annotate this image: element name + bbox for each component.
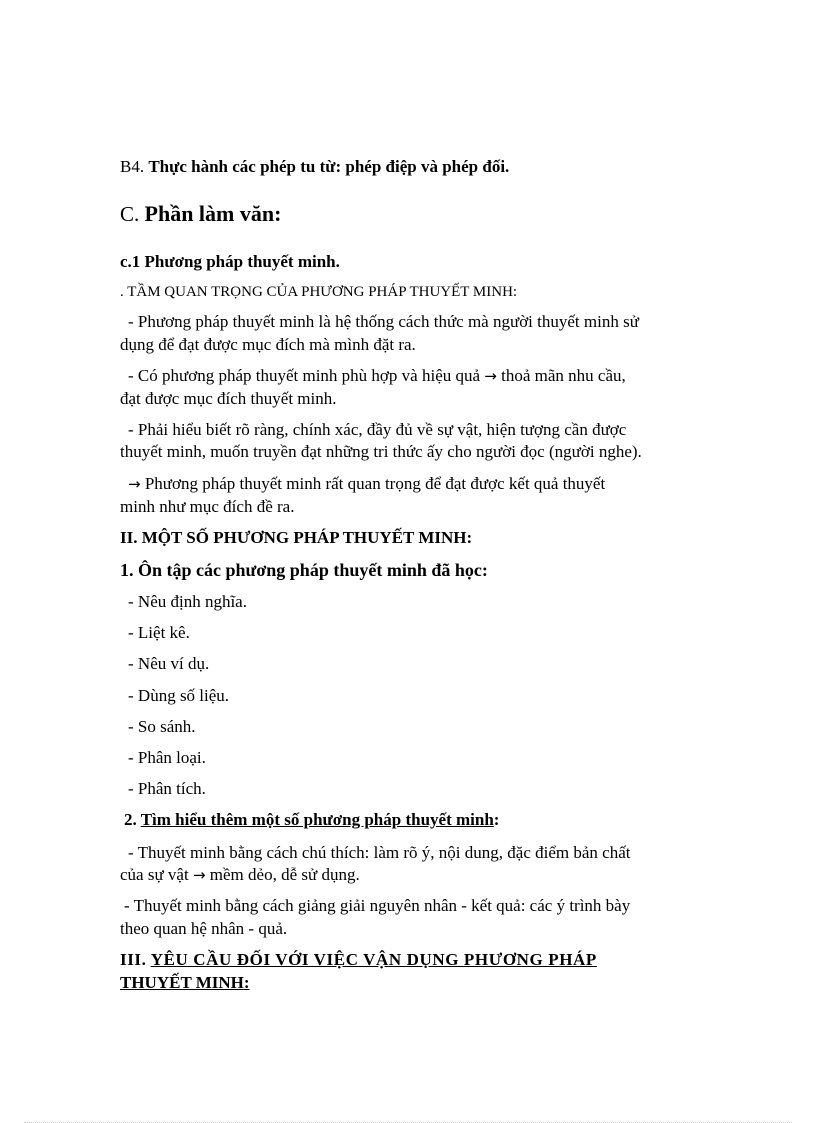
section3-colon: : [243, 973, 250, 992]
list-item: - So sánh. [128, 717, 196, 736]
p4-line2: minh như mục đích đề ra. [120, 497, 295, 516]
p5-text-b: mềm dẻo, dễ sử dụng. [205, 865, 360, 884]
part-c-title: Phần làm văn: [144, 201, 282, 226]
list-item: - Dùng số liệu. [128, 686, 230, 705]
arrow-icon: → [192, 866, 206, 884]
list-item: - Liệt kê. [128, 623, 190, 642]
p6-line2: theo quan hệ nhân - quả. [120, 919, 288, 938]
section3-number: III. [120, 950, 151, 969]
section2-title: II. MỘT SỐ PHƯƠNG PHÁP THUYẾT MINH: [120, 528, 473, 547]
list-item: - Phân loại. [128, 748, 206, 767]
arrow-icon: → [128, 475, 141, 493]
p1-line1: - Phương pháp thuyết minh là hệ thống cách thức mà người thuyết minh sử [128, 312, 639, 331]
section3-title-b: THUYẾT MINH [120, 973, 244, 992]
section3-title-line1 [120, 949, 697, 971]
p1-line2: dụng để đạt được mục đích mà mình đặt ra. [120, 335, 416, 354]
p5-line2 [120, 864, 697, 886]
p3-line2: thuyết minh, muốn truyền đạt những tri thức ấy cho người đọc (người nghe). [120, 442, 642, 461]
p5-line1: - Thuyết minh bằng cách chú thích: làm rõ ý, nội dung, đặc điểm bản chất [128, 843, 631, 862]
list-item: - Nêu định nghĩa. [128, 592, 247, 611]
list-item: - Nêu ví dụ. [128, 654, 210, 673]
sub2-colon: : [493, 810, 500, 829]
arrow-icon: → [484, 367, 497, 385]
p5-text-a: của sự vật [120, 865, 193, 884]
part-c-heading [120, 201, 697, 227]
p2-text-a: - Có phương pháp thuyết minh phù hợp và hiệu quả [128, 366, 485, 385]
c1-title: c.1 Phương pháp thuyết minh. [120, 252, 340, 271]
p3-line1: - Phải hiểu biết rõ ràng, chính xác, đầy đủ về sự vật, hiện tượng cần được [128, 420, 627, 439]
sub2-title: Tìm hiểu thêm một số phương pháp thuyết minh [140, 810, 494, 829]
p4-line1 [128, 473, 697, 495]
p6-line1: - Thuyết minh bằng cách giảng giải nguyên nhân - kết quả: các ý trình bày [124, 896, 631, 915]
part-c-prefix: C. [120, 202, 145, 226]
p2-line1 [128, 365, 697, 387]
list-item: - Phân tích. [128, 779, 206, 798]
b4-prefix: B4. [120, 157, 149, 176]
sub2-number: 2. [124, 810, 141, 829]
p4-text: Phương pháp thuyết minh rất quan trọng để đạt được kết quả thuyết [140, 474, 606, 493]
subsection2-title [124, 809, 701, 831]
section1-title: . TẦM QUAN TRỌNG CỦA PHƯƠNG PHÁP THUYẾT MINH: [120, 284, 518, 300]
b4-line [120, 156, 697, 178]
p2-line2: đạt được mục đích thuyết minh. [120, 389, 337, 408]
section3-title-line2 [120, 972, 697, 994]
section3-title-a: YÊU CẦU ĐỐI VỚI VIỆC VẬN DỤNG PHƯƠNG PHÁP [150, 950, 597, 969]
subsection1-title: 1. Ôn tập các phương pháp thuyết minh đã học: [120, 560, 488, 580]
p2-text-b: thoả mãn nhu cầu, [496, 366, 626, 385]
b4-text: Thực hành các phép tu từ: phép điệp và phép đối. [148, 157, 510, 176]
